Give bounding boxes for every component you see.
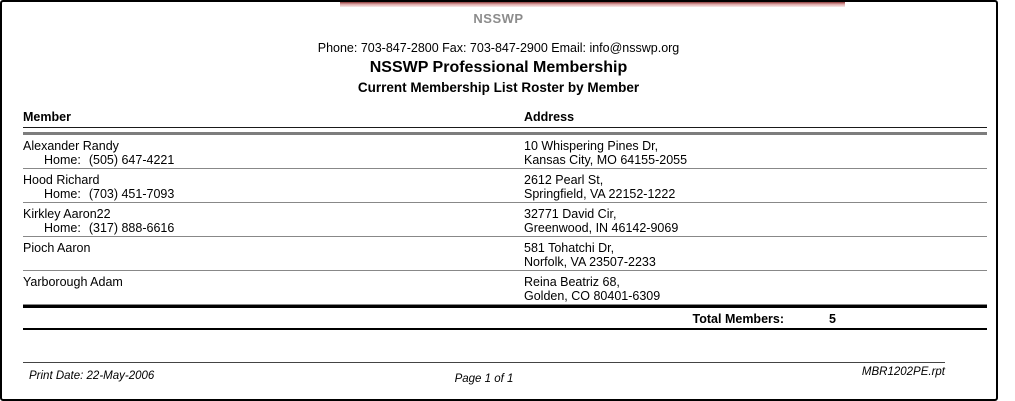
member-home-line [23, 255, 987, 269]
member-name: Hood Richard [23, 173, 100, 187]
home-phone: (703) 451-7093 [88, 187, 175, 201]
table-row [23, 135, 987, 169]
accent-bar [340, 2, 845, 7]
address-line-1: 581 Tohatchi Dr, [524, 241, 615, 255]
table-row [23, 169, 987, 203]
address-line-1: 10 Whispering Pines Dr, [524, 139, 659, 153]
home-label: Home: [44, 153, 81, 167]
member-address [524, 207, 678, 235]
address-line-1: 32771 David Cir, [524, 207, 617, 221]
home-phone: (505) 647-4221 [88, 153, 175, 167]
print-date: Print Date: 22-May-2006 [29, 370, 155, 382]
member-name: Alexander Randy [23, 139, 119, 153]
member-home-line [23, 187, 987, 201]
contact-line: Phone: 703-847-2800 Fax: 703-847-2900 Email: info@nsswp.org [317, 41, 680, 55]
address-line-2: Greenwood, IN 46142-9069 [524, 221, 679, 235]
member-address [524, 241, 656, 269]
home-label: Home: [44, 221, 81, 235]
table-row [23, 203, 987, 237]
table-row [23, 237, 987, 271]
address-line-2: Norfolk, VA 23507-2233 [524, 255, 656, 269]
member-address [524, 173, 675, 201]
address-line-2: Kansas City, MO 64155-2055 [524, 153, 688, 167]
report-subtitle: Current Membership List Roster by Member [357, 80, 640, 95]
total-members-label: Total Members: [692, 312, 784, 326]
report-filename: MBR1202PE.rpt [861, 366, 945, 378]
report-footer [23, 362, 945, 393]
page-number: Page 1 of 1 [454, 373, 514, 385]
member-home-line [23, 153, 987, 167]
member-name: Pioch Aaron [23, 241, 91, 255]
home-phone: (317) 888-6616 [88, 221, 175, 235]
address-line-2: Golden, CO 80401-6309 [524, 289, 661, 303]
member-home-line [23, 221, 987, 235]
address-line-1: 2612 Pearl St, [524, 173, 604, 187]
address-line-2: Springfield, VA 22152-1222 [524, 187, 676, 201]
brand-text: NSSWP [473, 11, 524, 26]
column-header-member: Member [23, 110, 71, 124]
table-header-row [23, 110, 987, 128]
member-address [524, 139, 687, 167]
home-label: Home: [44, 187, 81, 201]
column-header-address: Address [524, 110, 575, 124]
member-name: Yarborough Adam [23, 275, 123, 289]
address-line-1: Reina Beatriz 68, [524, 275, 620, 289]
total-members-value: 5 [829, 312, 836, 326]
member-table [23, 110, 987, 330]
table-row [23, 271, 987, 305]
total-band [23, 305, 987, 330]
member-home-line [23, 289, 987, 303]
member-name: Kirkley Aaron22 [23, 207, 111, 221]
report-title: NSSWP Professional Membership [369, 59, 628, 76]
member-address [524, 275, 660, 303]
